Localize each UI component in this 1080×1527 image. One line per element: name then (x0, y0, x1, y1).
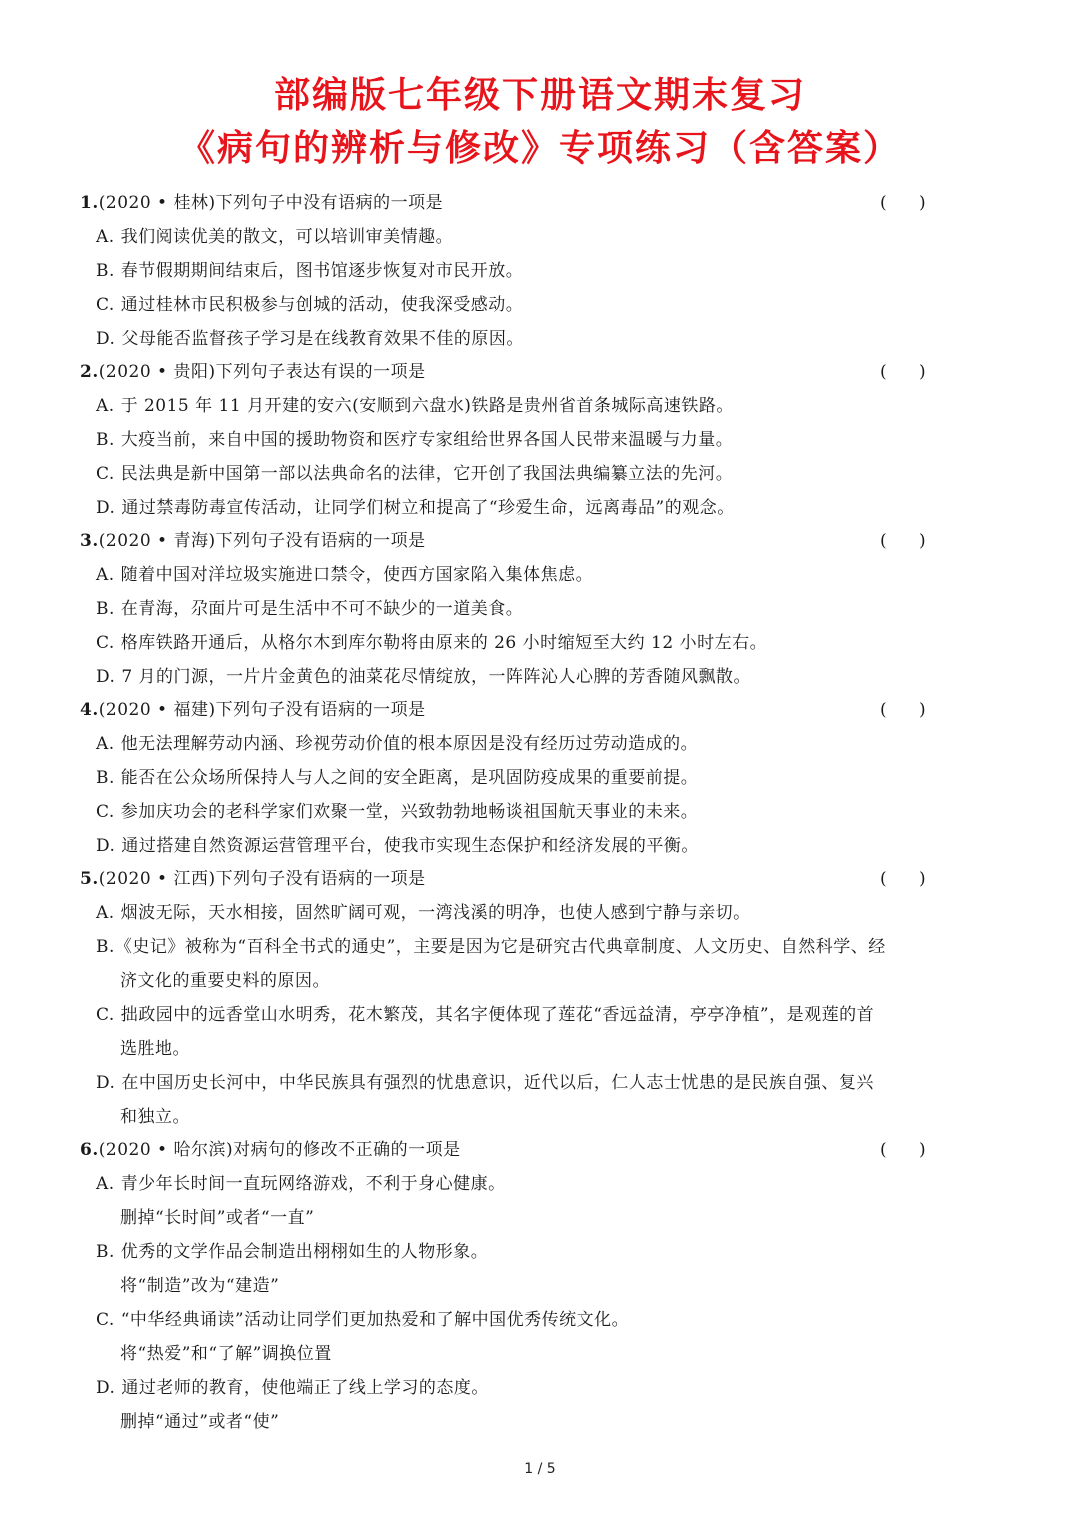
option-a: A. 烟波无际，天水相接，固然旷阔可观，一湾浅溪的明净，也使人感到宁静与亲切。 (96, 903, 751, 923)
answer-blank: ( ) (880, 362, 926, 382)
question-5-stem: 5.(2020 • 江西)下列句子没有语病的一项是 (80, 869, 426, 889)
option-c: C. 参加庆功会的老科学家们欢聚一堂，兴致勃勃地畅谈祖国航天事业的未来。 (96, 802, 699, 822)
question-4-stem: 4.(2020 • 福建)下列句子没有语病的一项是 (80, 700, 426, 720)
option-c-fix: 将“热爱”和“了解”调换位置 (120, 1344, 332, 1364)
answer-blank: ( ) (880, 869, 926, 889)
option-b: B. 在青海，尕面片可是生活中不可不缺少的一道美食。 (96, 599, 524, 619)
option-a: A. 我们阅读优美的散文，可以培训审美情趣。 (96, 227, 454, 247)
question-1-stem: 1.(2020 • 桂林)下列句子中没有语病的一项是 (80, 193, 444, 213)
option-c: C. “中华经典诵读”活动让同学们更加热爱和了解中国优秀传统文化。 (96, 1310, 630, 1330)
question-number: 1. (80, 193, 99, 213)
option-b-continued: 济文化的重要史料的原因。 (120, 971, 330, 991)
question-number: 6. (80, 1140, 99, 1160)
page-number: 1 / 5 (524, 1461, 556, 1477)
option-a-fix: 删掉“长时间”或者“一直” (120, 1208, 315, 1228)
option-b: B. 优秀的文学作品会制造出栩栩如生的人物形象。 (96, 1242, 489, 1262)
question-number: 2. (80, 362, 99, 382)
question-3-stem: 3.(2020 • 青海)下列句子没有语病的一项是 (80, 531, 426, 551)
option-d: D. 7 月的门源，一片片金黄色的油菜花尽情绽放，一阵阵沁人心脾的芳香随风飘散。 (96, 667, 752, 687)
question-number: 5. (80, 869, 99, 889)
option-d: D. 在中国历史长河中，中华民族具有强烈的忧患意识，近代以后，仁人志士忧患的是民族自强、复兴 (96, 1073, 874, 1093)
option-c: C. 拙政园中的远香堂山水明秀，花木繁茂，其名字便体现了莲花“香远益清，亭亭净植”，是观莲的首 (96, 1005, 875, 1025)
option-d: D. 通过禁毒防毒宣传活动，让同学们树立和提高了“珍爱生命，远离毒品”的观念。 (96, 498, 735, 518)
option-b-fix: 将“制造”改为“建造” (120, 1276, 280, 1296)
option-a: A. 随着中国对洋垃圾实施进口禁令，使西方国家陷入集体焦虑。 (96, 565, 594, 585)
option-a: A. 他无法理解劳动内涵、珍视劳动价值的根本原因是没有经历过劳动造成的。 (96, 734, 699, 754)
answer-blank: ( ) (880, 193, 926, 213)
question-2-stem: 2.(2020 • 贵阳)下列句子表达有误的一项是 (80, 362, 426, 382)
option-a: A. 青少年长时间一直玩网络游戏，不利于身心健康。 (96, 1174, 506, 1194)
question-number: 3. (80, 531, 99, 551)
option-a: A. 于 2015 年 11 月开建的安六(安顺到六盘水)铁路是贵州省首条城际高速铁路。 (96, 396, 734, 416)
option-c: C. 格库铁路开通后，从格尔木到库尔勒将由原来的 26 小时缩短至大约 12 小时左右。 (96, 633, 768, 653)
answer-blank: ( ) (880, 531, 926, 551)
question-6-stem: 6.(2020 • 哈尔滨)对病句的修改不正确的一项是 (80, 1140, 461, 1160)
option-d: D. 通过搭建自然资源运营管理平台，使我市实现生态保护和经济发展的平衡。 (96, 836, 699, 856)
answer-blank: ( ) (880, 1140, 926, 1160)
option-c-continued: 选胜地。 (120, 1039, 190, 1059)
option-b: B. 大疫当前，来自中国的援助物资和医疗专家组给世界各国人民带来温暖与力量。 (96, 430, 734, 450)
answer-blank: ( ) (880, 700, 926, 720)
option-d: D. 父母能否监督孩子学习是在线教育效果不佳的原因。 (96, 329, 524, 349)
document-title-line-2: 《病句的辨析与修改》专项练习（含答案） (178, 128, 901, 169)
option-b: B. 春节假期期间结束后，图书馆逐步恢复对市民开放。 (96, 261, 524, 281)
document-title-line-1: 部编版七年级下册语文期末复习 (273, 75, 806, 116)
option-b: B. 能否在公众场所保持人与人之间的安全距离，是巩固防疫成果的重要前提。 (96, 768, 699, 788)
option-d-fix: 删掉“通过”或者“使” (120, 1412, 280, 1432)
option-b: B.《史记》被称为“百科全书式的通史”，主要是因为它是研究古代典章制度、人文历史、自然科学、经 (96, 937, 886, 957)
option-d: D. 通过老师的教育，使他端正了线上学习的态度。 (96, 1378, 489, 1398)
option-c: C. 民法典是新中国第一部以法典命名的法律，它开创了我国法典编纂立法的先河。 (96, 464, 734, 484)
option-c: C. 通过桂林市民积极参与创城的活动，使我深受感动。 (96, 295, 524, 315)
question-number: 4. (80, 700, 99, 720)
option-d-continued: 和独立。 (120, 1107, 190, 1127)
